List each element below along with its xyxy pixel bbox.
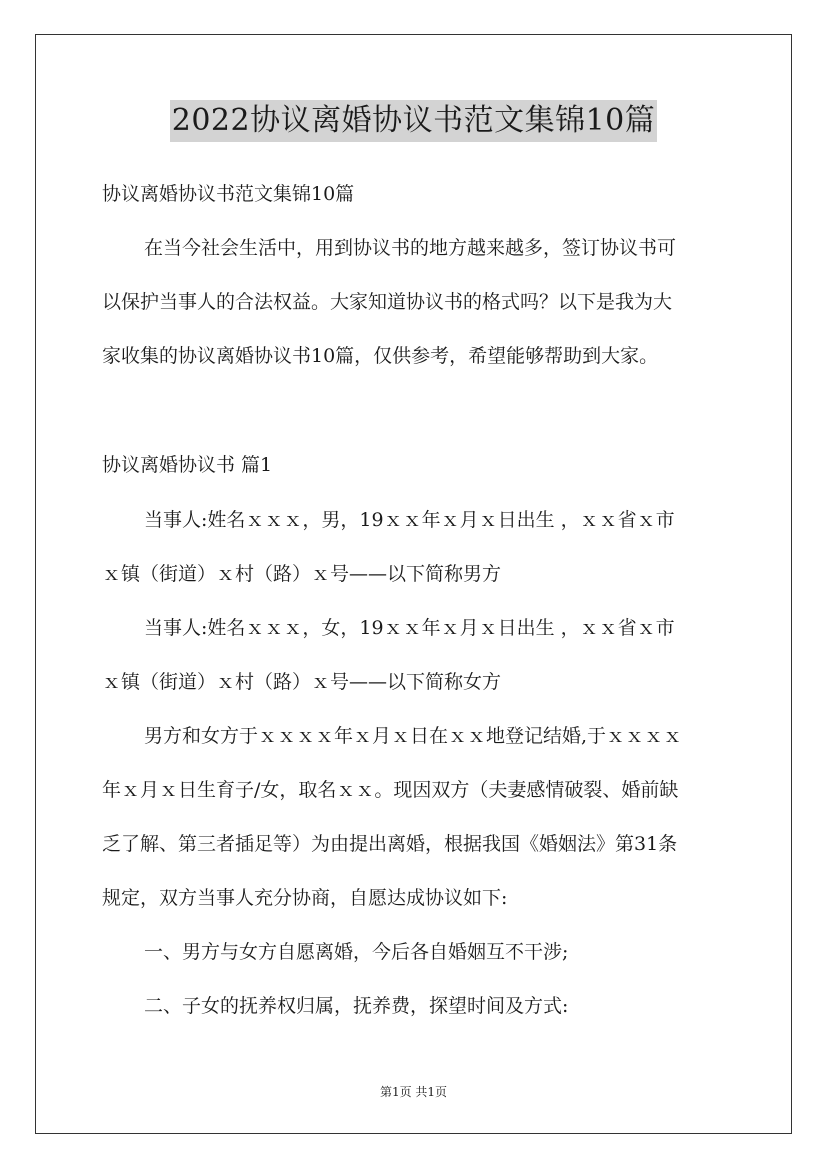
intro-line: 在当今社会生活中，用到协议书的地方越来越多，签订协议书可 (144, 237, 677, 259)
intro-line: 家收集的协议离婚协议书10篇，仅供参考，希望能够帮助到大家。 (102, 345, 659, 367)
document-title: 2022协议离婚协议书范文集锦10篇 (170, 100, 658, 142)
intro-line: 以保护当事人的合法权益。大家知道协议书的格式吗？以下是我为大 (102, 291, 673, 313)
page-footer (0, 1083, 827, 1101)
section-heading: 协议离婚协议书 篇1 (102, 454, 273, 476)
title-container (0, 100, 827, 142)
page-number: 第1页 共1页 (379, 1085, 448, 1099)
marriage-line: 男方和女方于ｘｘｘｘ年ｘ月ｘ日在ｘｘ地登记结婚,于ｘｘｘｘ (144, 725, 683, 747)
clause-2: 二、子女的抚养权归属，抚养费，探望时间及方式: (144, 995, 569, 1017)
party-female-line: 当事人:姓名ｘｘｘ，女，19ｘｘ年ｘ月ｘ日出生 ，ｘｘ省ｘ市 (144, 617, 675, 639)
marriage-line: 年ｘ月ｘ日生育子/女，取名ｘｘ。现因双方（夫妻感情破裂、婚前缺 (102, 779, 679, 801)
party-male-line: ｘ镇（街道）ｘ村（路）ｘ号——以下简称男方 (102, 563, 502, 585)
marriage-line: 乏了解、第三者插足等）为由提出离婚，根据我国《婚姻法》第31条 (102, 833, 678, 855)
document-subtitle: 协议离婚协议书范文集锦10篇 (102, 183, 355, 205)
party-male-line: 当事人:姓名ｘｘｘ，男，19ｘｘ年ｘ月ｘ日出生 ，ｘｘ省ｘ市 (144, 509, 675, 531)
marriage-line: 规定，双方当事人充分协商，自愿达成协议如下: (102, 887, 508, 909)
party-female-line: ｘ镇（街道）ｘ村（路）ｘ号——以下简称女方 (102, 671, 502, 693)
clause-1: 一、男方与女方自愿离婚，今后各自婚姻互不干涉; (144, 941, 569, 963)
